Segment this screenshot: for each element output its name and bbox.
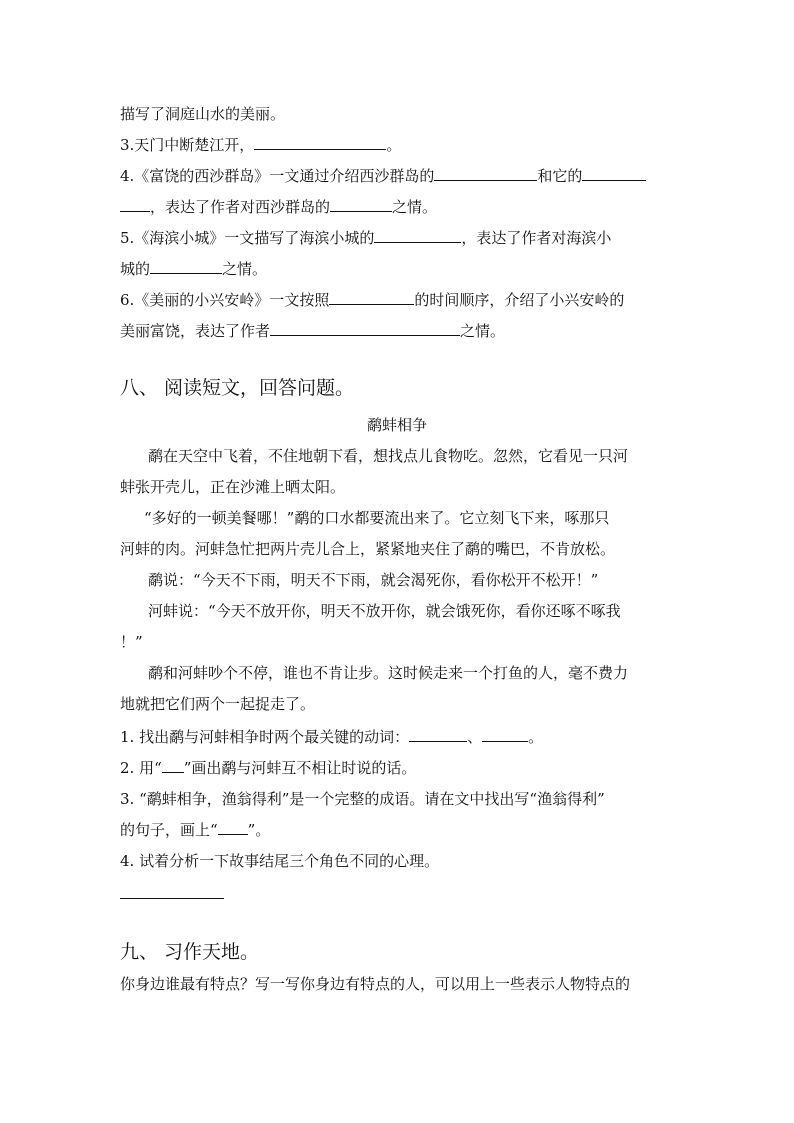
question-7-4-cont: ，表达了作者对西沙群岛的 之情。 xyxy=(120,197,437,217)
section7-intro-line: 描写了洞庭山水的美丽。 xyxy=(120,105,286,123)
question-8-3: 3. “鹬蚌相争，渔翁得利”是一个完整的成语。请在文中找出写“渔翁得利” xyxy=(120,790,605,808)
story-paragraph-line: 鹬在天空中飞着，不住地朝下看，想找点儿食物吃。忽然，它看见一只河 xyxy=(148,447,629,465)
answer-blank[interactable] xyxy=(120,197,150,212)
answer-blank[interactable] xyxy=(482,727,528,742)
story-paragraph-line: 蚌张开壳儿，正在沙滩上晒太阳。 xyxy=(120,478,346,496)
question-7-4: 4.《富饶的西沙群岛》一文通过介绍西沙群岛的 和它的 xyxy=(120,166,646,186)
section8-heading: 八、 阅读短文，回答问题。 xyxy=(120,377,355,399)
question-8-3-cont: 的句子，画上“ ”。 xyxy=(120,821,271,839)
answer-blank[interactable] xyxy=(434,166,537,181)
story-paragraph-line: ！” xyxy=(120,633,143,651)
answer-blank[interactable] xyxy=(150,259,222,274)
answer-line[interactable] xyxy=(120,898,224,899)
question-7-5-cont: 城的 之情。 xyxy=(120,260,268,278)
story-paragraph-line: 鹬说：“今天不下雨，明天不下雨，就会渴死你，看你松开不松开！” xyxy=(148,571,599,589)
story-paragraph-line: 地就把它们两个一起捉走了。 xyxy=(120,695,316,713)
question-7-6-cont: 美丽富饶，表达了作者 之情。 xyxy=(120,322,506,340)
writing-prompt: 你身边谁最有特点？写一写你身边有特点的人，可以用上一些表示人物特点的 xyxy=(120,975,631,993)
section9-heading: 九、 习作天地。 xyxy=(120,941,260,963)
story-paragraph-line: 鹬和河蚌吵个不停，谁也不肯让步。这时候走来一个打鱼的人，毫不费力 xyxy=(148,664,629,682)
answer-blank[interactable] xyxy=(254,135,386,150)
underline-sample xyxy=(218,820,248,835)
story-title: 鹬蚌相争 xyxy=(366,416,427,434)
story-paragraph-line: 河蚌的肉。河蚌急忙把两片壳儿合上，紧紧地夹住了鹬的嘴巴，不肯放松。 xyxy=(120,540,616,558)
answer-blank[interactable] xyxy=(582,166,646,181)
question-7-5: 5.《海滨小城》一文描写了海滨小城的 ，表达了作者对海滨小 xyxy=(120,229,612,247)
answer-blank[interactable] xyxy=(330,197,392,212)
question-8-2: 2. 用“ ”画出鹬与河蚌互不相让时说的话。 xyxy=(120,759,417,777)
question-8-4: 4. 试着分析一下故事结尾三个角色不同的心理。 xyxy=(120,852,440,870)
underline-sample xyxy=(162,758,184,773)
story-paragraph-line: “多好的一顿美餐哪！”鹬的口水都要流出来了。它立刻飞下来，啄那只 xyxy=(144,509,610,527)
question-8-1: 1. 找出鹬与河蚌相争时两个最关键的动词： 、 。 xyxy=(120,728,544,746)
answer-blank[interactable] xyxy=(329,290,414,305)
question-7-3: 3.天门中断楚江开， 。 xyxy=(120,136,402,154)
story-paragraph-line: 河蚌说：“今天不放开你，明天不放开你，就会饿死你，看你还啄不啄我 xyxy=(148,602,621,620)
answer-blank[interactable] xyxy=(374,228,461,243)
answer-blank[interactable] xyxy=(409,727,467,742)
answer-blank[interactable] xyxy=(270,321,460,336)
question-7-6: 6.《美丽的小兴安岭》一文按照 的时间顺序，介绍了小兴安岭的 xyxy=(120,291,625,309)
